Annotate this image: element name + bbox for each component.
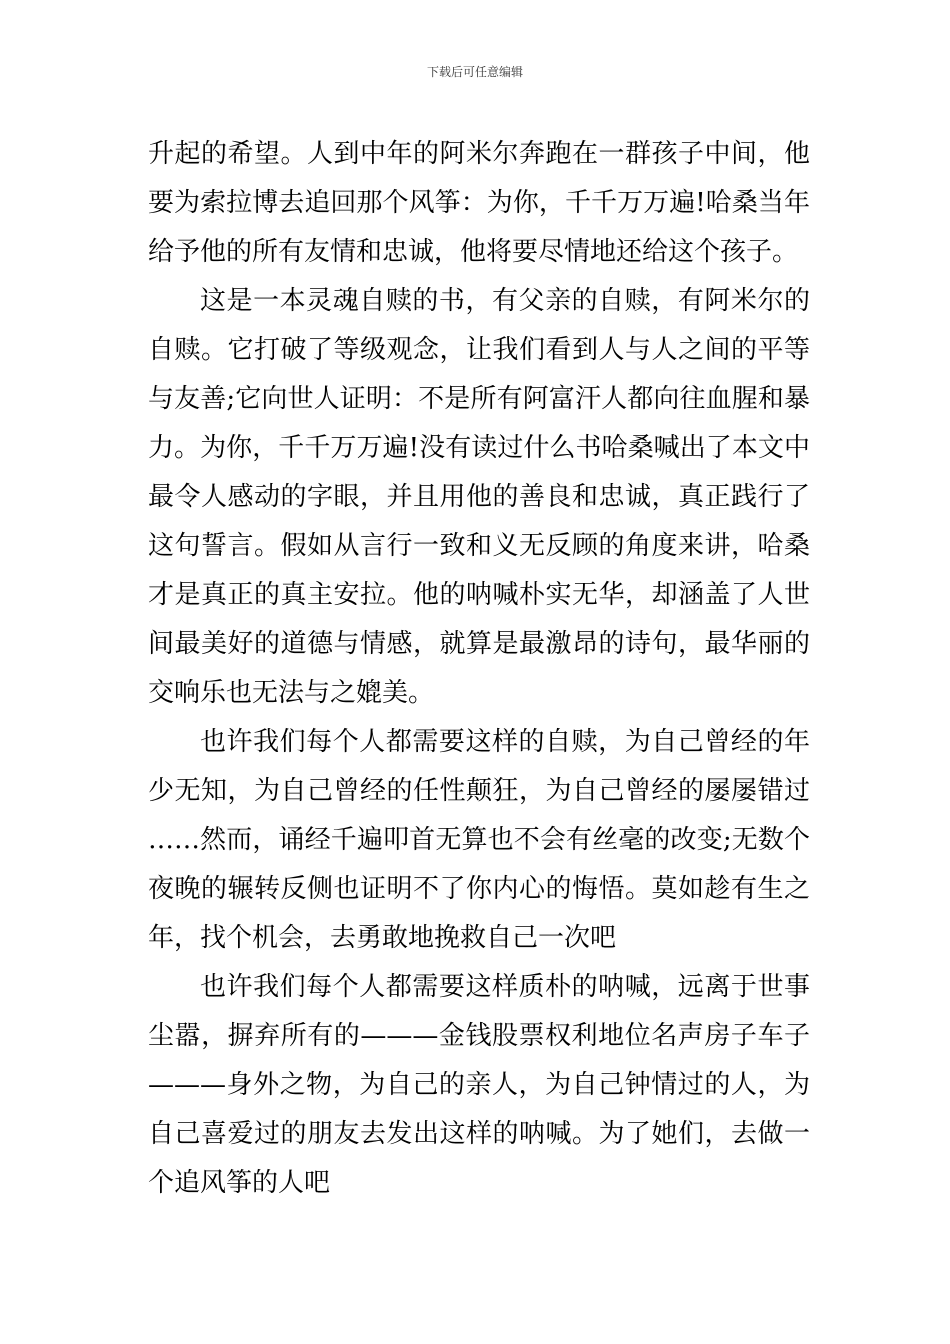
paragraph-3: [148, 718, 810, 963]
text-line: 尘嚣，摒弃所有的———金钱股票权利地位名声房子车子: [148, 1021, 810, 1051]
text-line: 这句誓言。假如从言行一致和义无反顾的角度来讲，哈桑: [148, 531, 810, 561]
text-line: 这是一本灵魂自赎的书，有父亲的自赎，有阿米尔的: [200, 286, 810, 316]
text-line: ———身外之物，为自己的亲人，为自己钟情过的人，为: [148, 1070, 810, 1100]
text-line: 与友善;它向世人证明：不是所有阿富汗人都向往血腥和暴: [148, 384, 810, 414]
text-line: 升起的希望。人到中年的阿米尔奔跑在一群孩子中间，他: [148, 139, 810, 169]
text-line: 力。为你，千千万万遍!没有读过什么书哈桑喊出了本文中: [148, 433, 810, 463]
page-header: 下载后可任意编辑: [426, 65, 523, 79]
text-line: 间最美好的道德与情感，就算是最激昂的诗句，最华丽的: [148, 629, 810, 659]
text-line: 才是真正的真主安拉。他的呐喊朴实无华，却涵盖了人世: [148, 580, 810, 610]
paragraph-2: [148, 277, 810, 718]
text-line: 要为索拉博去追回那个风筝：为你，千千万万遍!哈桑当年: [148, 188, 810, 218]
text-line: 给予他的所有友情和忠诚，他将要尽情地还给这个孩子。: [148, 237, 799, 267]
text-line: 自赎。它打破了等级观念，让我们看到人与人之间的平等: [148, 335, 810, 365]
paragraph-4: [148, 963, 810, 1208]
paragraph-1: [148, 130, 810, 277]
document-body: [148, 130, 810, 1208]
text-line: 也许我们每个人都需要这样的自赎，为自己曾经的年: [200, 727, 810, 757]
text-line: 自己喜爱过的朋友去发出这样的呐喊。为了她们，去做一: [148, 1119, 810, 1149]
text-line: 也许我们每个人都需要这样质朴的呐喊，远离于世事: [200, 972, 810, 1002]
text-line: 年，找个机会，去勇敢地挽救自己一次吧: [148, 923, 617, 953]
text-line: 交响乐也无法与之媲美。: [148, 678, 435, 708]
text-line: ……然而，诵经千遍叩首无算也不会有丝毫的改变;无数个: [148, 825, 810, 855]
text-line: 最令人感动的字眼，并且用他的善良和忠诚，真正践行了: [148, 482, 810, 512]
text-line: 少无知，为自己曾经的任性颠狂，为自己曾经的屡屡错过: [148, 776, 810, 806]
text-line: 夜晚的辗转反侧也证明不了你内心的悔悟。莫如趁有生之: [148, 874, 810, 904]
text-line: 个追风筝的人吧: [148, 1168, 331, 1198]
